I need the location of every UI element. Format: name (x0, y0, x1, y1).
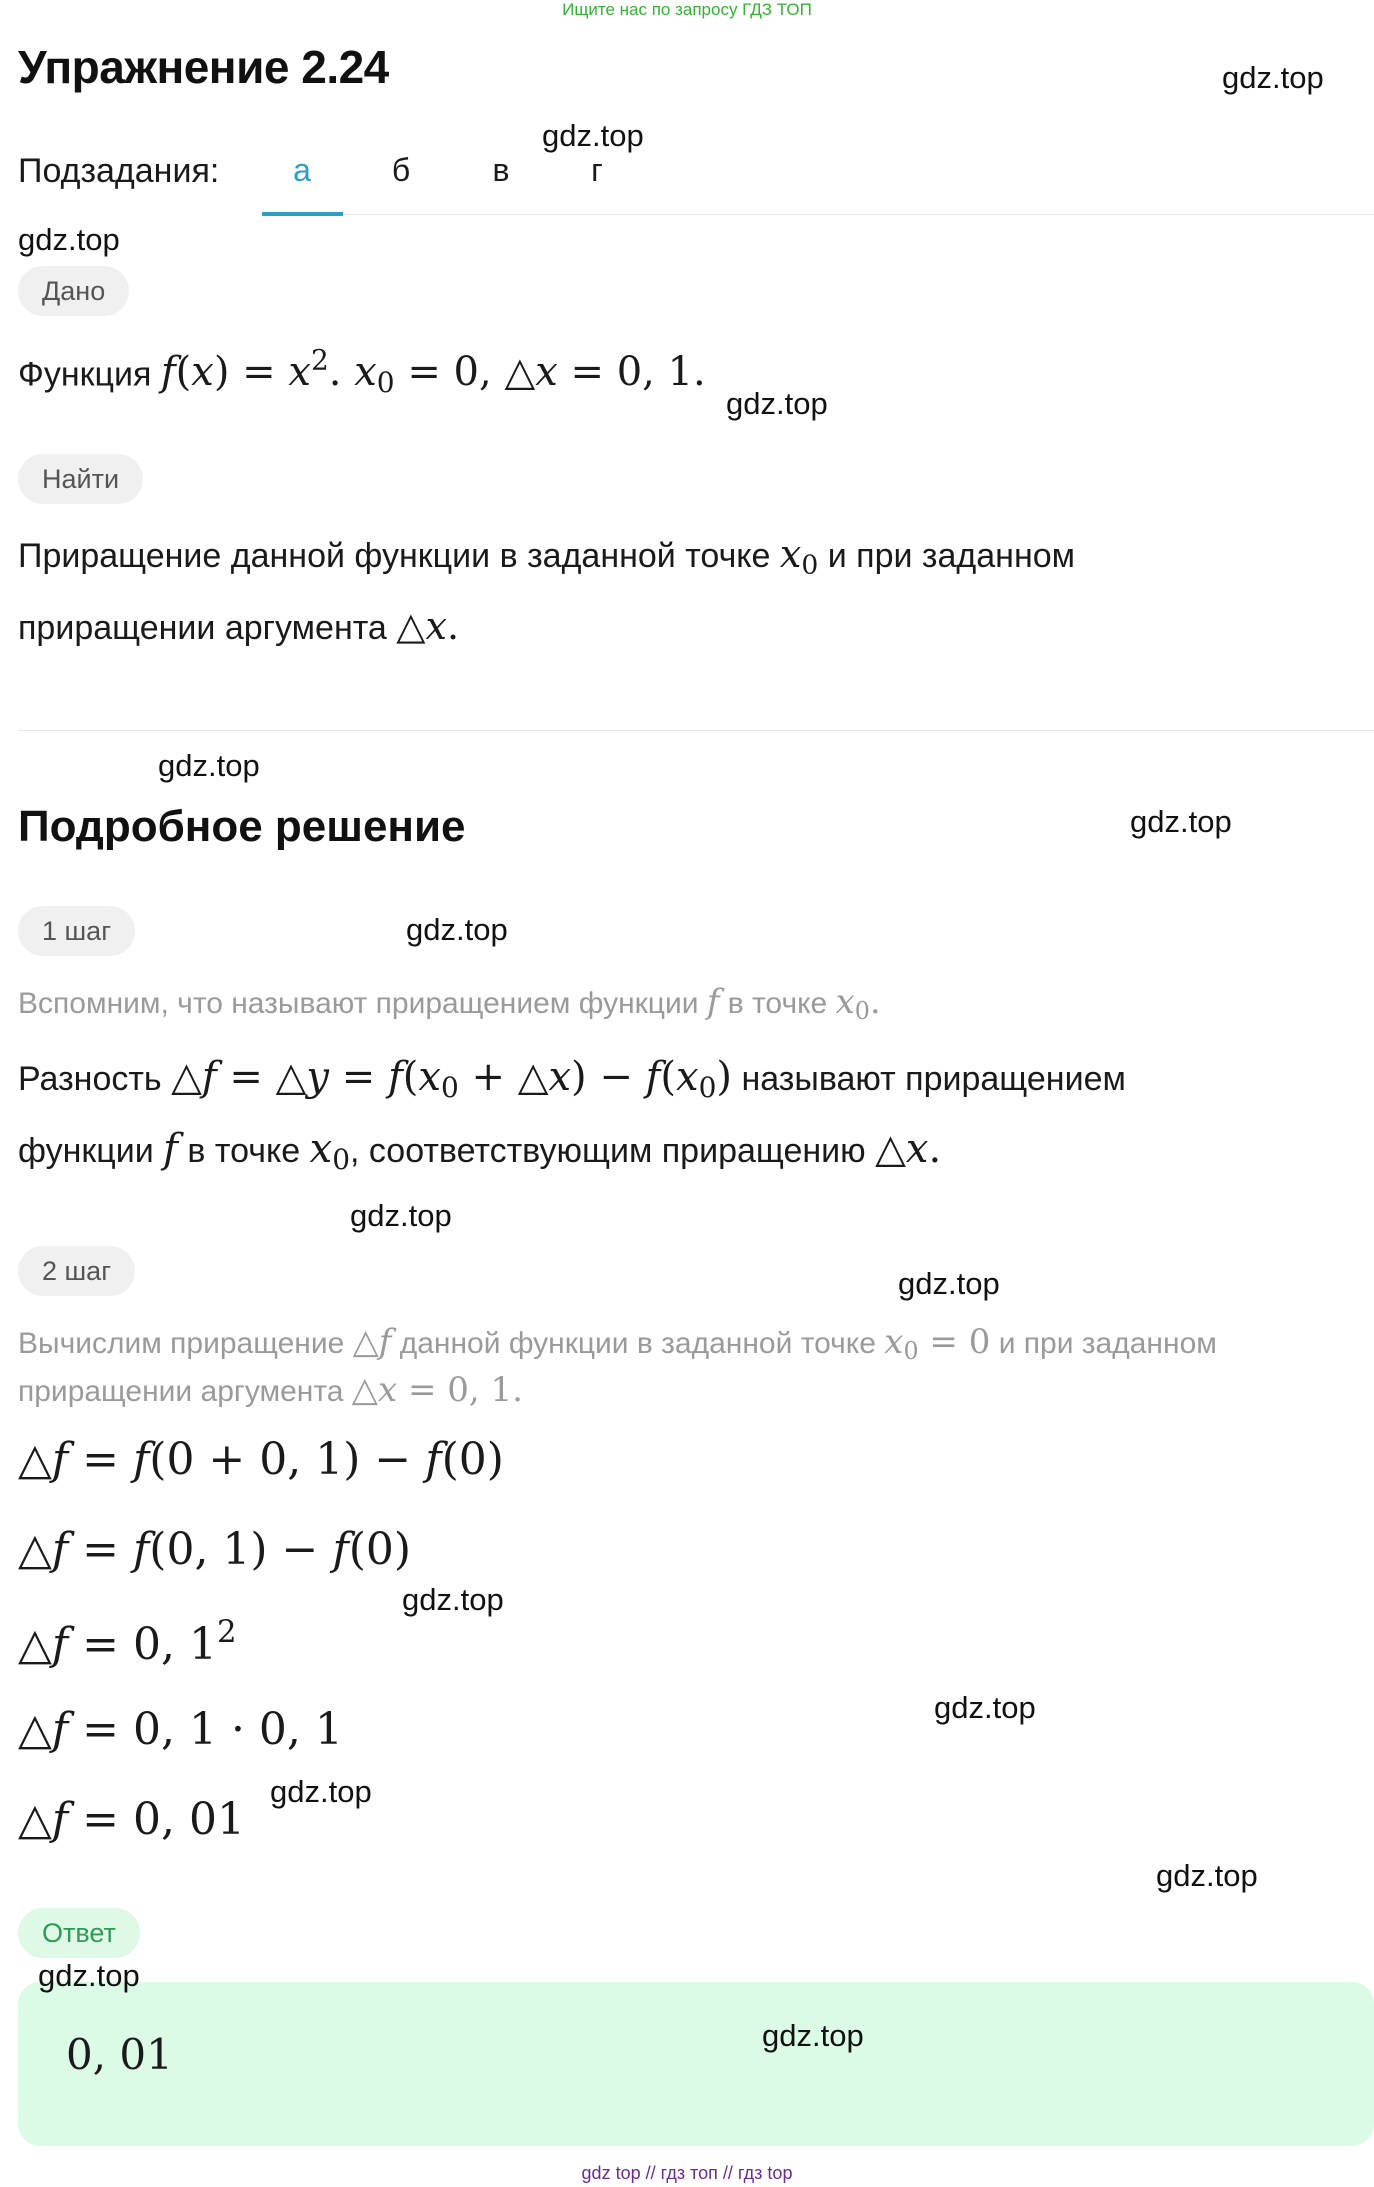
watermark: gdz.top (38, 1958, 140, 1993)
step2-badge: 2 шаг (18, 1246, 135, 1296)
answer-value: 0, 01 (66, 2030, 173, 2079)
step1-badge: 1 шаг (18, 906, 135, 956)
watermark: gdz.top (350, 1198, 452, 1233)
find-line-1: Приращение данной функции в заданной точке $x_0$ и при заданном (18, 532, 1076, 581)
step1-hint: Вспомним, что называют приращением функции f в точке $x_0$. (18, 982, 881, 1025)
step2-equation-1: △f = f(0 + 0, 1) − f(0) (18, 1434, 504, 1485)
watermark: gdz.top (1222, 60, 1324, 95)
given-prefix: Функция (18, 355, 152, 394)
watermark: gdz.top (406, 912, 508, 947)
tab-b[interactable]: б (391, 152, 411, 188)
active-tab-indicator (262, 212, 343, 216)
step1-line-1: Разность △f = △y = $f(x_0$ + △x) − $f(x_0)$ называют приращением (18, 1054, 1126, 1104)
subtasks-label: Подзадания: (18, 152, 220, 190)
watermark: gdz.top (726, 386, 828, 421)
top-banner: Ищите нас по запросу ГДЗ ТОП (562, 0, 812, 19)
footer: gdz top // гдз топ // гдз top (581, 2163, 793, 2183)
step2-hint-line-2: приращении аргумента △x = 0, 1. (18, 1370, 523, 1410)
section-divider (18, 730, 1374, 731)
watermark: gdz.top (1130, 804, 1232, 839)
solution-title: Подробное решение (18, 802, 466, 851)
watermark: gdz.top (762, 2018, 864, 2053)
watermark: gdz.top (934, 1690, 1036, 1725)
given-badge: Дано (18, 266, 129, 316)
watermark: gdz.top (270, 1774, 372, 1809)
step2-hint-line-1: Вычислим приращение △f данной функции в заданной точке $x_0 = 0$ и при заданном (18, 1322, 1217, 1365)
step1-line-2: функции f в точке $x_0$, соответствующим приращению △x. (18, 1126, 942, 1176)
watermark: gdz.top (1156, 1858, 1258, 1893)
step2-equation-5: △f = 0, 01 (18, 1794, 245, 1845)
step2-equation-4: △f = 0, 1 · 0, 1 (18, 1704, 343, 1755)
answer-badge: Ответ (18, 1908, 140, 1958)
find-line-2: приращении аргумента △x. (18, 604, 460, 648)
answer-box (18, 1982, 1374, 2146)
tab-v[interactable]: в (492, 152, 510, 188)
watermark: gdz.top (542, 118, 644, 153)
page-title: Упражнение 2.24 (18, 41, 389, 93)
given-statement (18, 344, 706, 399)
watermark: gdz.top (158, 748, 260, 783)
watermark: gdz.top (18, 222, 120, 257)
tabs-divider (262, 214, 1374, 215)
watermark: gdz.top (898, 1266, 1000, 1301)
tab-g[interactable]: г (591, 152, 603, 188)
given-formula: $f(x) = x^2$. $x_0 = 0$, △x = 0, 1. (160, 344, 706, 400)
find-badge: Найти (18, 454, 143, 504)
step2-equation-3: △f = 0, $1^2$ (18, 1614, 237, 1670)
watermark: gdz.top (402, 1582, 504, 1617)
step2-equation-2: △f = f(0, 1) − f(0) (18, 1524, 412, 1575)
tab-a[interactable]: а (293, 152, 311, 188)
